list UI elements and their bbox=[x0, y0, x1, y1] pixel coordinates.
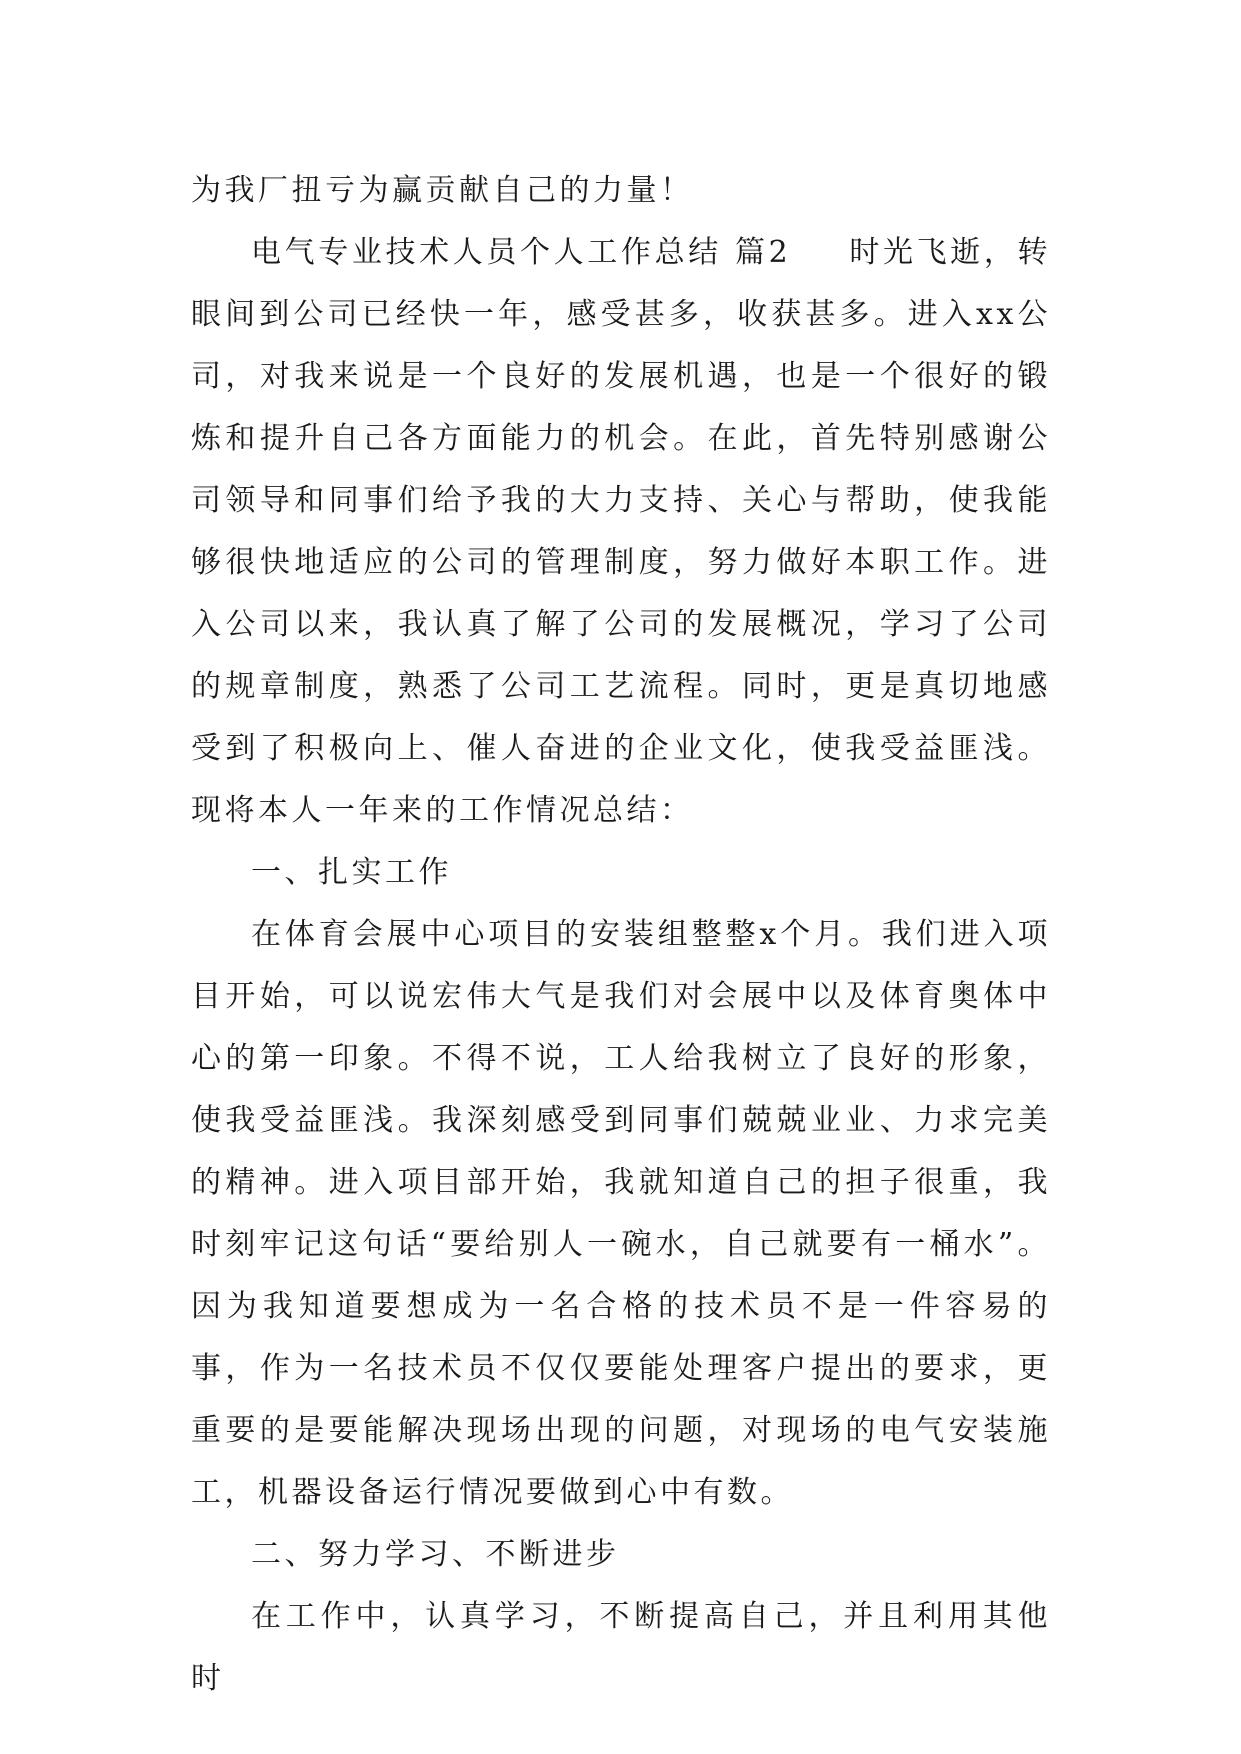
paragraph-1 bbox=[191, 904, 1051, 1524]
section-title: 电气专业技术人员个人工作总结 篇2 bbox=[251, 235, 792, 270]
closing-line bbox=[191, 160, 1051, 222]
intro-paragraph bbox=[191, 222, 1051, 842]
paragraph-2-text: 在工作中，认真学习，不断提高自己，并且利用其他时 bbox=[191, 1599, 1051, 1696]
paragraph-2 bbox=[191, 1586, 1051, 1710]
heading-2-text: 二、努力学习、不断进步 bbox=[251, 1537, 620, 1572]
intro-text: 时光飞逝，转眼间到公司已经快一年，感受甚多，收获甚多。进入xx公司，对我来说是一个良好的发展机遇，也是一个很好的锻炼和提升自己各方面能力的机会。在此，首先特别感谢公司领导和同事们给予我的大力支持、关心与帮助，使我能够很快地适应的公司的管理制度，努力做好本职工作。进入公司以来，我认真了解了公司的发展概况，学习了公司的规章制度，熟悉了公司工艺流程。同时，更是真切地感受到了积极向上、催人奋进的企业文化，使我受益匪浅。现将本人一年来的工作情况总结： bbox=[191, 235, 1052, 828]
closing-line-text: 为我厂扭亏为赢贡献自己的力量！ bbox=[191, 173, 694, 208]
paragraph-1-text: 在体育会展中心项目的安装组整整x个月。我们进入项目开始，可以说宏伟大气是我们对会展中以及体育奥体中心的第一印象。不得不说，工人给我树立了良好的形象，使我受益匪浅。我深刻感受到同事们兢兢业业、力求完美的精神。进入项目部开始，我就知道自己的担子很重，我时刻牢记这句话“要给别人一碗水，自己就要有一桶水”。因为我知道要想成为一名合格的技术员不是一件容易的事，作为一名技术员不仅仅要能处理客户提出的要求，更重要的是要能解决现场出现的问题，对现场的电气安装施工，机器设备运行情况要做到心中有数。 bbox=[191, 917, 1051, 1510]
document-body bbox=[191, 160, 1051, 1710]
heading-1-text: 一、扎实工作 bbox=[251, 855, 452, 890]
heading-1 bbox=[191, 842, 1051, 904]
heading-2 bbox=[191, 1524, 1051, 1586]
